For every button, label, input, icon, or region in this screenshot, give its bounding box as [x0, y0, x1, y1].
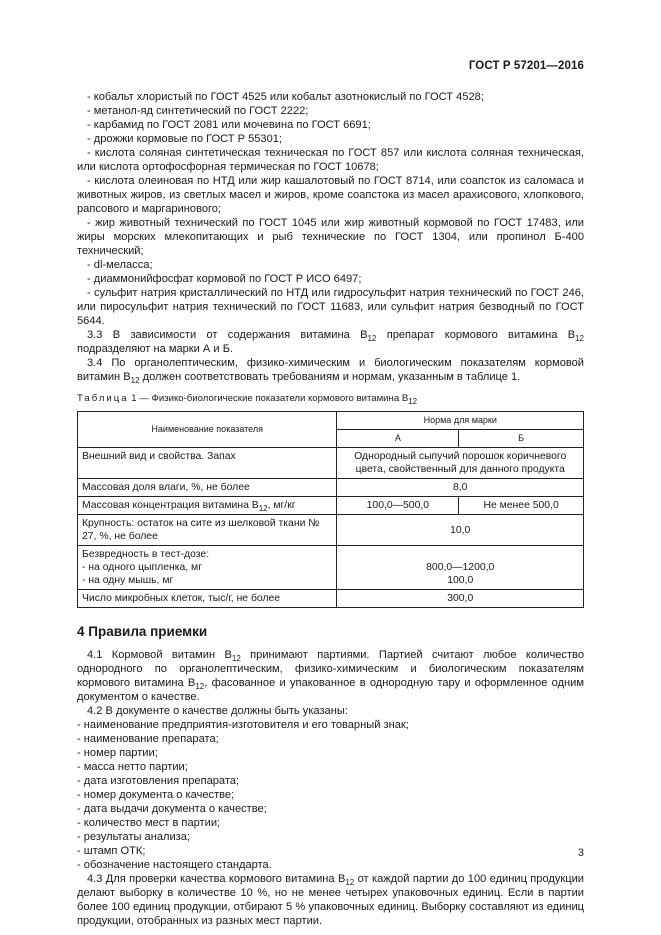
text-line: 800,0—1200,0	[426, 562, 495, 573]
cell-indicator: Крупность: остаток на сите из шелковой ткани № 27, %, не более	[78, 515, 337, 546]
list-item: - дата изготовления препарата;	[77, 775, 240, 787]
paragraph-3-4	[77, 356, 584, 384]
cell-indicator: Внешний вид и свойства. Запах	[78, 448, 337, 479]
subscript: 12	[258, 504, 268, 513]
cell-value-b: Не менее 500,0	[459, 497, 584, 515]
cell-value-a: 100,0—500,0	[337, 497, 459, 515]
text-line: - на одного цыпленка, мг	[82, 562, 202, 573]
list-item: - количество мест в партии;	[77, 817, 221, 829]
list-item: - штамп ОТК;	[77, 845, 146, 857]
text-line: - на одну мышь, мг	[82, 575, 174, 586]
list-item: - наименование предприятия-изготовителя и его товарный знак;	[77, 719, 409, 731]
list-item: - дата выдачи документа о качестве;	[77, 803, 267, 815]
cell-indicator: Число микробных клеток, тыс/г, не более	[78, 590, 337, 608]
quality-document-list	[77, 718, 584, 872]
header-indicator: Наименование показателя	[78, 412, 337, 448]
header-grade-b: Б	[459, 430, 584, 448]
table-row	[78, 546, 584, 590]
list-item: - номер партии;	[77, 747, 158, 759]
text-run: 3.3 В зависимости от содержания витамина В	[87, 329, 368, 341]
list-item: - кислота олеиновая по НТД или жир кашалотовый по ГОСТ 8714, или соапсток из саломаса и животных жиров, из светлых масел и жиров, кроме соапстока из масел арахисового, хлопкового, рапсового и маргаринового;	[77, 175, 584, 215]
list-item: - жир животный технический по ГОСТ 1045 или жир животный кормовой по ГОСТ 17483, или жиры морских млекопитающих и рыб технические по ГОСТ 1304, или пропинол Б-400 технический;	[77, 217, 584, 257]
subscript: 12	[231, 654, 241, 663]
table-caption-text: 1 — Физико-биологические показатели кормового витамина В	[128, 393, 409, 404]
materials-list	[77, 90, 584, 328]
table-caption-word: Таблица	[77, 393, 129, 404]
text-run: , мг/кг	[267, 500, 296, 511]
list-item: - результаты анализа;	[77, 831, 191, 843]
table-row	[78, 497, 584, 515]
subscript: 12	[367, 334, 377, 343]
header-norm: Норма для марки	[337, 412, 584, 430]
paragraph-4-2: 4.2 В документе о качестве должны быть указаны:	[87, 705, 348, 717]
subscript: 12	[345, 878, 355, 887]
document-body	[77, 90, 584, 928]
list-item: - диаммонийфосфат кормовой по ГОСТ Р ИСО 6497;	[87, 273, 362, 285]
page-number: 3	[577, 847, 584, 859]
list-item: - номер документа о качестве;	[77, 789, 235, 801]
paragraph-4-3	[77, 872, 584, 928]
table-caption	[77, 393, 584, 405]
text-run: подразделяют на марки А и Б.	[77, 343, 234, 355]
cell-value: 300,0	[337, 590, 584, 608]
cell-indicator: Массовая доля влаги, %, не более	[78, 479, 337, 497]
text-run: от каждой партии до 100 единиц продукции делают выборку в количестве 10 %, но не менее четырех упаковочных единиц. Если в партии более 100 единиц продукции, отбирают 5 % упаковочных единиц. Выборку составляют из единиц продукции, отобранных из разных мест партии.	[77, 873, 585, 927]
paragraph-4-1	[77, 648, 584, 704]
text-run: принимают партиями. Партией считают любое количество однородного по органолептическим, физико-химическим и биологическим показателям кормового витамина В	[77, 649, 584, 689]
list-item: - наименование препарата;	[77, 733, 219, 745]
text-line: 100,0	[447, 575, 474, 586]
text-run: должен соответствовать требованиям и нормам, указанным в таблице 1.	[139, 371, 521, 383]
cell-indicator	[78, 497, 337, 515]
indicators-table	[77, 411, 584, 608]
list-item: - метанол-яд синтетический по ГОСТ 2222;	[87, 105, 309, 117]
cell-indicator	[78, 546, 337, 590]
list-item: - кислота соляная синтетическая техническая по ГОСТ 857 или кислота соляная техническая, или кислота ортофосфорная термическая по ГОСТ 10678;	[77, 147, 584, 173]
section-title: 4 Правила приемки	[77, 624, 208, 639]
paragraph-3-3	[77, 328, 584, 356]
subscript: 12	[575, 334, 585, 343]
list-item: - обозначение настоящего стандарта.	[77, 859, 272, 871]
cell-value: 8,0	[337, 479, 584, 497]
subscript: 12	[130, 376, 140, 385]
table-row	[78, 448, 584, 479]
cell-value	[337, 546, 584, 590]
cell-value: Однородный сыпучий порошок коричневого цвета, свойственный для данного продукта	[337, 448, 584, 479]
text-run: Массовая концентрация витамина В	[82, 500, 259, 511]
text-run: , фасованное и упакованное в однородную тару и оформленное одним документом о качестве.	[77, 677, 584, 703]
document-header-id: ГОСТ Р 57201—2016	[468, 60, 584, 72]
subscript: 12	[408, 397, 418, 406]
text-run: 4.1 Кормовой витамин В	[87, 649, 232, 661]
header-grade-a: А	[337, 430, 459, 448]
text-run: 4.3 Для проверки качества кормового витамина В	[87, 873, 346, 885]
table-header-row	[78, 412, 584, 430]
list-item: - карбамид по ГОСТ 2081 или мочевина по ГОСТ 6691;	[87, 119, 371, 131]
subscript: 12	[195, 682, 205, 691]
list-item: - кобальт хлористый по ГОСТ 4525 или кобальт азотнокислый по ГОСТ 4528;	[87, 91, 484, 103]
list-item: - сульфит натрия кристаллический по НТД или гидросульфит натрия технический по ГОСТ 246, или пиросульфит натрия технический по ГОСТ 11683, или сульфит натрия безводный по ГОСТ 5644.	[77, 287, 584, 327]
list-item: - dl-меласса;	[87, 259, 153, 271]
list-item: - дрожжи кормовые по ГОСТ Р 55301;	[87, 133, 283, 145]
cell-value: 10,0	[337, 515, 584, 546]
text-run: препарат кормового витамина В	[376, 329, 576, 341]
table-row	[78, 515, 584, 546]
text-line: Безвредность в тест-дозе:	[82, 549, 210, 560]
table-row	[78, 479, 584, 497]
text-run: 3.4 По органолептическим, физико-химическим и биологическим показателям кормовой витамин В	[77, 357, 584, 383]
table-row	[78, 590, 584, 608]
list-item: - масса нетто партии;	[77, 761, 188, 773]
